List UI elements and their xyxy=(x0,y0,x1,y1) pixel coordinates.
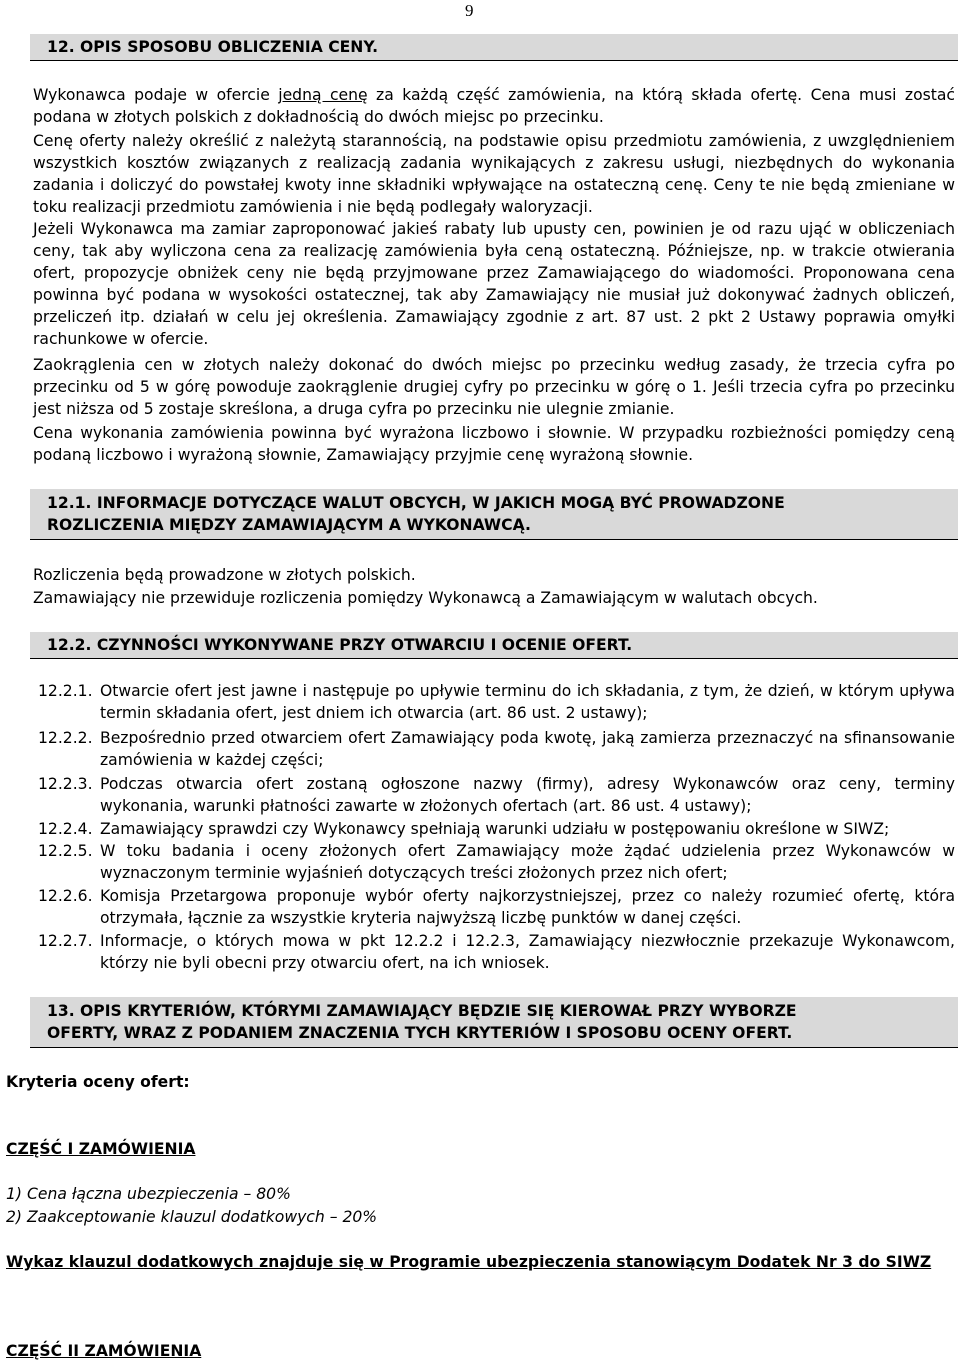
section-13-heading-line-1: 13. OPIS KRYTERIÓW, KTÓRYMI ZAMAWIAJĄCY BĘDZIE SIĘ KIEROWAŁ PRZY WYBORZE xyxy=(47,1002,797,1020)
list-item-number: 12.2.2. xyxy=(38,729,93,747)
list-item-number: 12.2.7. xyxy=(38,932,93,950)
s12-p1-text-b: za każdą część zamówienia, na którą składa ofertę. Cena musi zostać xyxy=(367,86,956,104)
list-item-text: W toku badania i oceny złożonych ofert Zamawiający może żądać udzielenia przez Wykonawców w wyznaczonym terminie wyjaśnień dotyczących treści złożonych przez nich ofert; xyxy=(100,842,955,882)
list-item-text: Informacje, o których mowa w pkt 12.2.2 i 12.2.3, Zamawiający niezwłocznie przekazuje Wykonawcom, którzy nie byli obecni przy otwarciu ofert, na ich wniosek. xyxy=(100,932,955,972)
part-2-title: CZĘŚĆ II ZAMÓWIENIA xyxy=(6,1342,202,1360)
s12-paragraph-1-line-1 xyxy=(33,84,955,106)
s12-paragraph-2: Cenę oferty należy określić z należytą starannością, na podstawie opisu przedmiotu zamówienia, z uwzględnieniem wszystkich kosztów związanych z realizacją zadania wynikających z zakresu usługi, niezbędnych do wykonania zadania i doliczyć do powstałej kwoty inne składniki wpływające na ostateczną cenę. Ceny te nie będą zmieniane w toku realizacji przedmiotu zamówienia i nie będą podlegały waloryzacji. xyxy=(33,132,955,216)
section-12-2-heading-bar xyxy=(30,632,958,659)
criterion-2: 2) Zaakceptowanie klauzul dodatkowych – 20% xyxy=(6,1208,378,1226)
clauses-note: Wykaz klauzul dodatkowych znajduje się w Programie ubezpieczenia stanowiącym Dodatek Nr 3 do SIWZ xyxy=(6,1253,932,1271)
list-item-number: 12.2.4. xyxy=(38,820,93,838)
s12-paragraph-4: Zaokrąglenia cen w złotych należy dokonać do dwóch miejsc po przecinku według zasady, że trzecia cyfra po przecinku od 5 w górę powoduje zaokrąglenie drugiej cyfry po przecinku w górę o 1. Jeśli trzecia cyfra po przecinku jest niższa od 5 zostaje skreślona, a druga cyfra po przecinku nie ulegnie zmianie. xyxy=(33,356,955,418)
s121-line-2: Zamawiający nie przewiduje rozliczenia pomiędzy Wykonawcą a Zamawiającym w walutach obcych. xyxy=(33,589,818,607)
criteria-label: Kryteria oceny ofert: xyxy=(6,1073,190,1091)
s12-paragraph-3: Jeżeli Wykonawca ma zamiar zaproponować jakieś rabaty lub upusty cen, powinien je od razu ująć w obliczeniach ceny, tak aby wyliczona cena za realizację zamówienia była ceną ostateczną. Późniejsze, np. w trakcie otwierania ofert, propozycje obniżek ceny nie będą przyjmowane przez Zamawiającego do wiadomości. Proponowana cena powinna być podana w wysokości ostatecznej, tak aby Zamawiający nie musiał już dokonywać żadnych obliczeń, przeliczeń itp. działań w celu jej określenia. Zamawiający zgodnie z art. 87 ust. 2 pkt 2 Ustawy poprawia omyłki rachunkowe w ofercie. xyxy=(33,220,955,348)
list-item-number: 12.2.1. xyxy=(38,682,93,700)
page-number: 9 xyxy=(465,1,474,20)
list-item-text: Komisja Przetargowa proponuje wybór oferty najkorzystniejszej, przez co należy rozumieć ofertę, która otrzymała, łącznie za wszystkie kryteria najwyższą liczbę punktów w danej części. xyxy=(100,887,955,927)
list-item-number: 12.2.5. xyxy=(38,842,93,860)
section-12-heading-bar xyxy=(30,34,958,61)
list-item-text: Otwarcie ofert jest jawne i następuje po upływie terminu do ich składania, z tym, że dzień, w którym upływa termin składania ofert, jest dniem ich otwarcia (art. 86 ust. 2 ustawy); xyxy=(100,682,955,722)
s12-p1-text-a: Wykonawca podaje w ofercie xyxy=(33,86,279,104)
s12-paragraph-1-line-2: podana w złotych polskich z dokładnością do dwóch miejsc po przecinku. xyxy=(33,108,604,126)
s12-p1-underlined: jedną cenę xyxy=(278,86,368,104)
section-13-heading-line-2: OFERTY, WRAZ Z PODANIEM ZNACZENIA TYCH KRYTERIÓW I SPOSOBU OCENY OFERT. xyxy=(47,1024,793,1042)
section-12-heading: 12. OPIS SPOSOBU OBLICZENIA CENY. xyxy=(47,38,378,56)
list-item-number: 12.2.6. xyxy=(38,887,93,905)
list-item-text: Zamawiający sprawdzi czy Wykonawcy spełniają warunki udziału w postępowaniu określone w SIWZ; xyxy=(100,820,890,838)
section-12-1-heading-line-2: ROZLICZENIA MIĘDZY ZAMAWIAJĄCYM A WYKONAWCĄ. xyxy=(47,516,531,534)
section-13-heading-bar xyxy=(30,997,958,1048)
part-1-title: CZĘŚĆ I ZAMÓWIENIA xyxy=(6,1140,196,1158)
section-12-1-heading-bar xyxy=(30,489,958,540)
section-12-2-heading: 12.2. CZYNNOŚCI WYKONYWANE PRZY OTWARCIU I OCENIE OFERT. xyxy=(47,636,633,654)
s12-paragraph-5: Cena wykonania zamówienia powinna być wyrażona liczbowo i słownie. W przypadku rozbieżności pomiędzy ceną podaną liczbowo i wyrażoną słownie, Zamawiający przyjmie cenę wyrażoną słownie. xyxy=(33,424,955,464)
list-item-number: 12.2.3. xyxy=(38,775,93,793)
criterion-1: 1) Cena łączna ubezpieczenia – 80% xyxy=(6,1185,291,1203)
section-12-1-heading-line-1: 12.1. INFORMACJE DOTYCZĄCE WALUT OBCYCH, W JAKICH MOGĄ BYĆ PROWADZONE xyxy=(47,494,785,512)
s121-line-1: Rozliczenia będą prowadzone w złotych polskich. xyxy=(33,566,416,584)
list-item-text: Bezpośrednio przed otwarciem ofert Zamawiający poda kwotę, jaką zamierza przeznaczyć na sfinansowanie zamówienia w każdej części; xyxy=(100,729,955,769)
list-item-text: Podczas otwarcia ofert zostaną ogłoszone nazwy (firmy), adresy Wykonawców oraz ceny, terminy wykonania, warunki płatności zawarte w złożonych ofertach (art. 86 ust. 4 ustawy); xyxy=(100,775,955,815)
